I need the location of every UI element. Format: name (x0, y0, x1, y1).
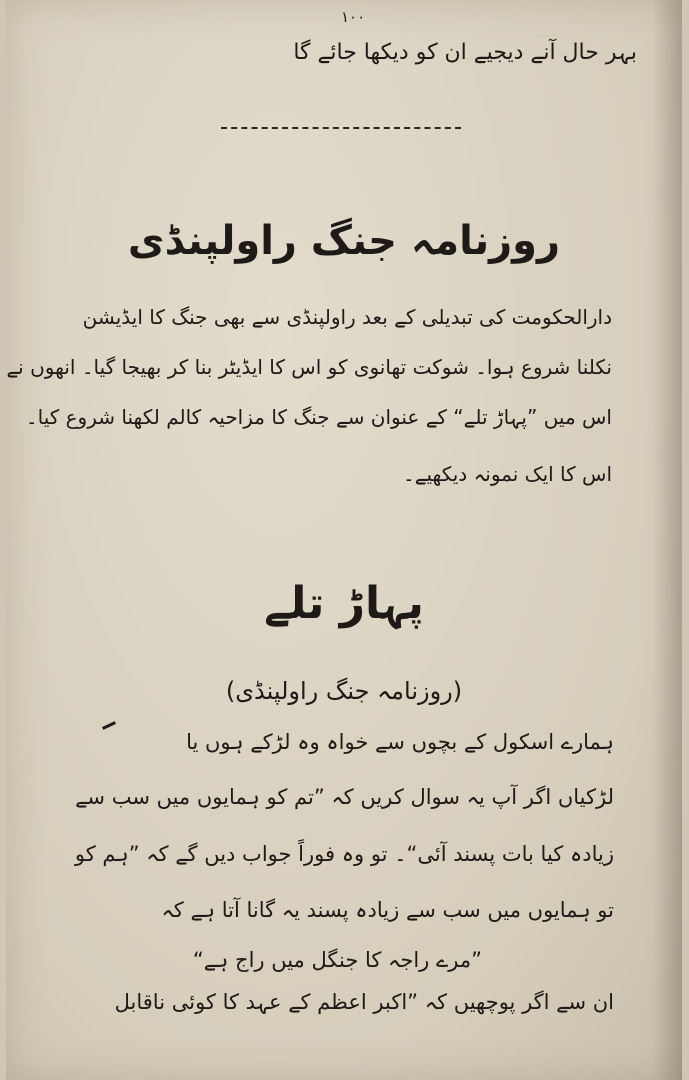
section-divider (221, 127, 461, 129)
section-heading-jang-rawalpindi: روزنامہ جنگ راولپنڈی (127, 218, 561, 264)
opening-line: بہر حال آنے دیجیے ان کو دیکھا جائے گا (293, 40, 637, 65)
quote-line-4: تو ہمایوں میں سب سے زیادہ پسند یہ گانا آتا ہے کہ (161, 898, 614, 922)
quote-line-1: ہمارے اسکول کے بچوں سے خواہ وہ لڑکے ہوں یا (186, 730, 614, 754)
page-edge-shadow (652, 0, 682, 1080)
quote-line-6: ان سے اگر پوچھیں کہ ”اکبر اعظم کے عہد کا کوئی ناقابل (114, 990, 614, 1014)
paragraph-line-3: اس میں ”پہاڑ تلے“ کے عنوان سے جنگ کا مزاحیہ کالم لکھنا شروع کیا۔ (25, 405, 612, 429)
paragraph-line-2: نکلنا شروع ہوا۔ شوکت تھانوی کو اس کا ایڈیٹر بنا کر بھیجا گیا۔ انھوں نے (6, 355, 612, 379)
book-page (6, 0, 682, 1080)
margin-mark (102, 721, 116, 730)
column-title-pahar-tale: پہاڑ تلے (264, 578, 424, 629)
paragraph-line-4: اس کا ایک نمونہ دیکھیے۔ (403, 462, 612, 486)
column-subtitle: (روزنامہ جنگ راولپنڈی) (225, 677, 463, 705)
quote-line-2: لڑکیاں اگر آپ یہ سوال کریں کہ ”تم کو ہمایوں میں سب سے (75, 785, 614, 809)
quote-line-3: زیادہ کیا بات پسند آئی“۔ تو وہ فوراً جواب دیں گے کہ ”ہم کو (74, 842, 614, 866)
quote-song-line: ”مرے راجہ کا جنگل میں راج ہے“ (192, 948, 482, 972)
paragraph-line-1: دارالحکومت کی تبدیلی کے بعد راولپنڈی سے بھی جنگ کا ایڈیشن (82, 305, 612, 329)
page-number: ۱۰۰ (341, 8, 366, 26)
